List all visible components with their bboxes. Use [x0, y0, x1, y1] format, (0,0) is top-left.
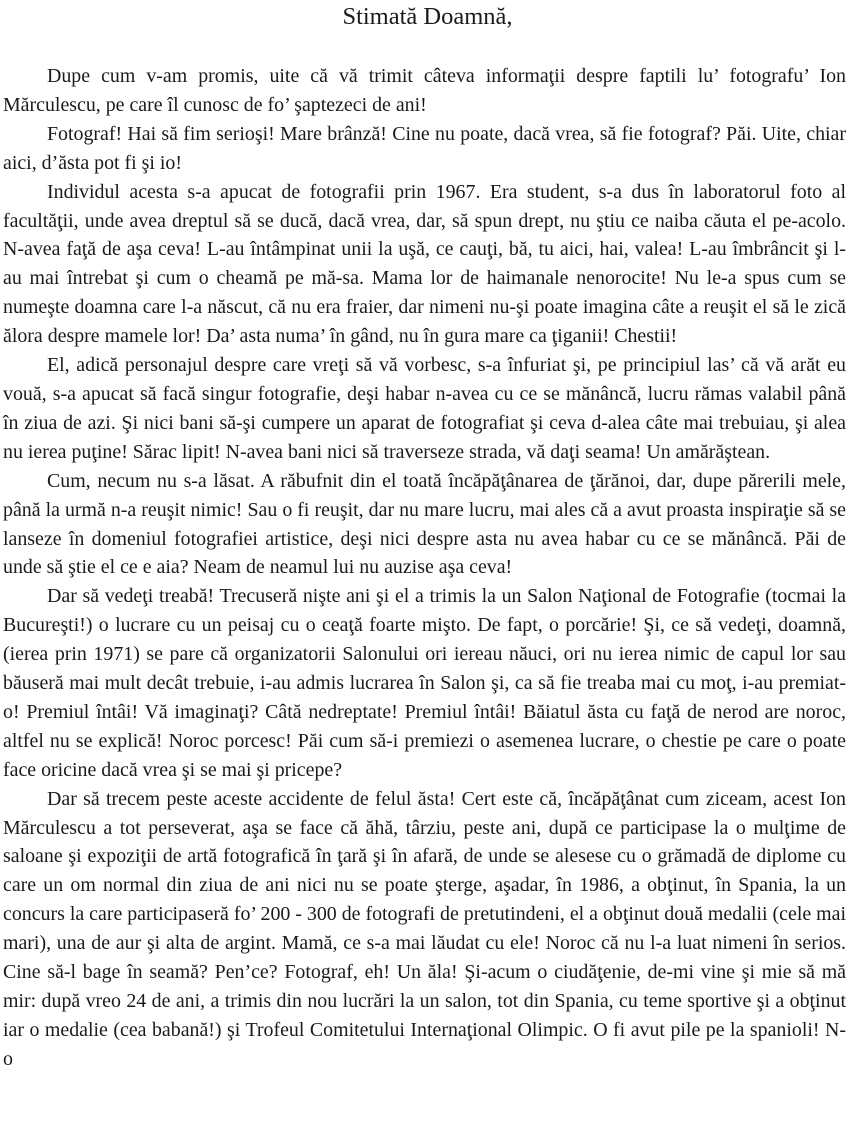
letter-body: [3, 62, 846, 1074]
paragraph-7: Dar să trecem peste aceste accidente de felul ăsta! Cert este că, încăpăţânat cum ziceam, acest Ion Mărculescu a tot perseverat, aşa se face că ăhă, târziu, peste ani, după ce participase la o mulţime de saloane şi expoziţii de artă fotografică în ţară şi în afară, de unde se alesese cu o grămadă de diplome cu care un om normal din ziua de ani nici nu se poate şterge, aşadar, în 1986, a obţinut, în Spania, la un concurs la care participaseră fo’ 200 - 300 de fotografi de pretutindeni, el a obţinut două medalii (cele mai mari), una de aur şi alta de argint. Mamă, ce s-a mai lăudat cu ele! Noroc că nu l-a luat nimeni în serios. Cine să-l bage în seamă? Pen’ce? Fotograf, eh! Un ăla! Şi-acum o ciudăţenie, de-mi vine şi mie să mă mir: după vreo 24 de ani, a trimis din nou lucrări la un salon, tot din Spania, cu teme sportive şi a obţinut iar o medalie (cea babană!) şi Trofeul Comitetului Internaţional Olimpic. O fi avut pile pe la spanioli! N-o: [3, 787, 846, 1070]
paragraph-2: Fotograf! Hai să fim serioşi! Mare brânză! Cine nu poate, dacă vrea, să fie fotograf? Păi. Uite, chiar aici, d’ăsta pot fi şi io!: [3, 122, 846, 174]
paragraph-4: El, adică personajul despre care vreţi să vă vorbesc, s-a înfuriat şi, pe principiul las’ că vă arăt eu vouă, s-a apucat să facă singur fotografie, deşi habar n-avea cu ce se mănâncă, lucru rămas valabil până în ziua de azi. Şi nici bani să-şi cumpere un aparat de fotografiat şi ceva d-alea câte mai trebuiau, şi alea nu ierea puţine! Sărac lipit! N-avea bani nici să traverseze strada, vă daţi seama! Un amărăştean.: [3, 354, 846, 463]
paragraph-3: Individul acesta s-a apucat de fotografii prin 1967. Era student, s-a dus în laboratorul foto al facultăţii, unde avea dreptul să se ducă, dacă vrea, dar, să spun drept, nu ştiu ce naiba căuta el pe-acolo. N-avea faţă de aşa ceva! L-au întâmpinat unii la uşă, ce cauţi, bă, tu aici, hai, valea! L-au îmbrâncit şi l-au mai întrebat şi cum o cheamă pe mă-sa. Mama lor de haimanale nenorocite! Nu le-a spus cum se numeşte doamna care l-a născut, că nu era fraier, dar nimeni nu-şi poate imagina câte a reuşit el să le zică ălora despre mamele lor! Da’ asta numa’ în gând, nu în gura mare ca ţiganii! Chestii!: [3, 180, 846, 348]
paragraph-1: Dupe cum v-am promis, uite că vă trimit câteva informaţii despre faptili lu’ fotografu’ Ion Mărculescu, pe care îl cunosc de fo’ şaptezeci de ani!: [3, 65, 846, 116]
letter-salutation: Stimată Doamnă,: [342, 3, 513, 30]
paragraph-6: Dar să vedeţi treabă! Trecuseră nişte ani şi el a trimis la un Salon Naţional de Fotografie (tocmai la Bucureşti!) o lucrare cu un peisaj cu o ceaţă foarte mişto. De fapt, o porcărie! Şi, ce să vedeţi, doamnă, (ierea prin 1971) se pare că organizatorii Salonului ori iereau năuci, ori nu ierea nimic de capul lor sau băuseră mai mult decât trebuie, i-au admis lucrarea în Salon şi, ca să fie treaba mai cu moţ, i-au premiat-o! Premiul întâi! Vă imaginaţi? Câtă nedreptate! Premiul întâi! Băiatul ăsta cu faţă de nerod are noroc, altfel nu se explică! Noroc porcesc! Păi cum să-i premiezi o asemenea lucrare, o chestie pe care o poate face oricine dacă vrea şi se mai şi pricepe?: [3, 585, 846, 781]
paragraph-5: Cum, necum nu s-a lăsat. A răbufnit din el toată încăpăţânarea de ţărănoi, dar, dupe părerili mele, până la urmă n-a reuşit nimic! Sau o fi reuşit, dar nu mare lucru, mai ales că a avut proasta inspiraţie să se lanseze în domeniul fotografiei artistice, deşi nici despre asta nu avea habar cu ce se mănâncă. Păi de unde să ştie el ce e aia? Neam de neamul lui nu auzise aşa ceva!: [3, 469, 846, 579]
